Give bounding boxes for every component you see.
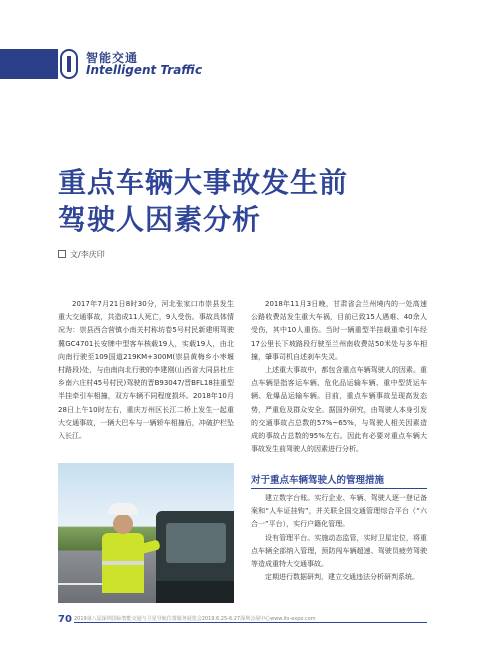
article-byline — [58, 249, 105, 260]
traffic-officer — [100, 503, 146, 603]
byline-author: 文/李庆印 — [70, 250, 105, 259]
right-column — [251, 298, 427, 456]
paragraph: 2018年11月3日晚，甘肃省会兰州境内的一处高速公路收费站发生重大车祸，目前已致15人遇难、40余人受伤，其中10人重伤。当时一辆重型半挂载重牵引车经17公里长下坡路段行驶至兰州南收费站50米处与多车相撞，肇事司机自述刹车失灵。 — [251, 300, 427, 361]
section-logo-icon — [60, 49, 78, 79]
footer-divider — [74, 622, 427, 623]
paragraph: 上述重大事故中，都包含重点车辆驾驶人的因素。重点车辆是指客运车辆、危化品运输车辆、重中型货运车辆、危爆品运输车辆。目前，重点车辆事故呈现高发态势，严重危及群众安全。据国外研究，由驾驶人本身引发的交通事故占总数的57%~65%，与驾驶人相关因素造成的事故占总数的95%左右。因此有必要对重点车辆大事故发生前驾驶人的因素进行分析。 — [251, 366, 427, 454]
paragraph: 建立数字台账。实行企业、车辆、驾驶人逐一登记备案和“人车证挂钩”，并关联全国交通管理综合平台（“六合一”平台），实行户籍化管理。 — [251, 494, 427, 529]
section-title-zh: 智能交通 — [86, 51, 139, 65]
article-title-line-1: 重点车辆大事故发生前 — [58, 166, 349, 199]
article-title-line-2: 驾驶人因素分析 — [58, 203, 262, 236]
section-title-en: Intelligent Traffic — [86, 63, 203, 77]
paragraph: 定期进行数据研判，建立交通违法分析研判系统。 — [265, 573, 419, 582]
paragraph: 设有管理平台。实施动态监管，实时卫星定位，将重点车辆全部纳入管理，预防闯车辆超速、驾驶员疲劳驾驶等造成重特大交通事故。 — [251, 533, 427, 569]
section-body — [251, 492, 427, 584]
section-heading: 对于重点车辆驾驶人的管理措施 — [251, 472, 427, 486]
footer-text: 2019第八届深圳国际智能交通与卫星导航位置服务展览会2019.6.25-6.27深圳会展中心www.its-expo.com — [74, 616, 316, 622]
truck-cab — [156, 511, 234, 603]
traffic-officer-photo — [58, 463, 234, 603]
section-header-bar — [0, 49, 58, 79]
left-column — [58, 298, 234, 443]
page-number: 70 — [58, 614, 72, 625]
byline-box-icon — [58, 250, 66, 258]
paragraph: 2017年7月21日8时30分，河北张家口市崇县发生重大交通事故，共造成11人死亡，9人受伤。事故具体情况为：崇县西合营镇小南关村称坊卷5号村民新建明驾驶冀GC4701长安牌中型客车核载19人，实载19人，由北向南行驶至109国道219KM+300M(崇县黄梅乡小枣堰村路段)处，与由南向北行驶的李建刚(山西省大同县杜庄乡南六庄村45号村民)驾驶的晋B93047/晋BFL18挂重型半挂牵引车相撞，双方车辆不同程度损坏。2018年10月28日上午10时左右，重庆万州区长江二桥上发生一起重大交通事故，一辆大巴车与一辆轿车相撞后，冲破护栏坠入长江。 — [58, 300, 234, 441]
